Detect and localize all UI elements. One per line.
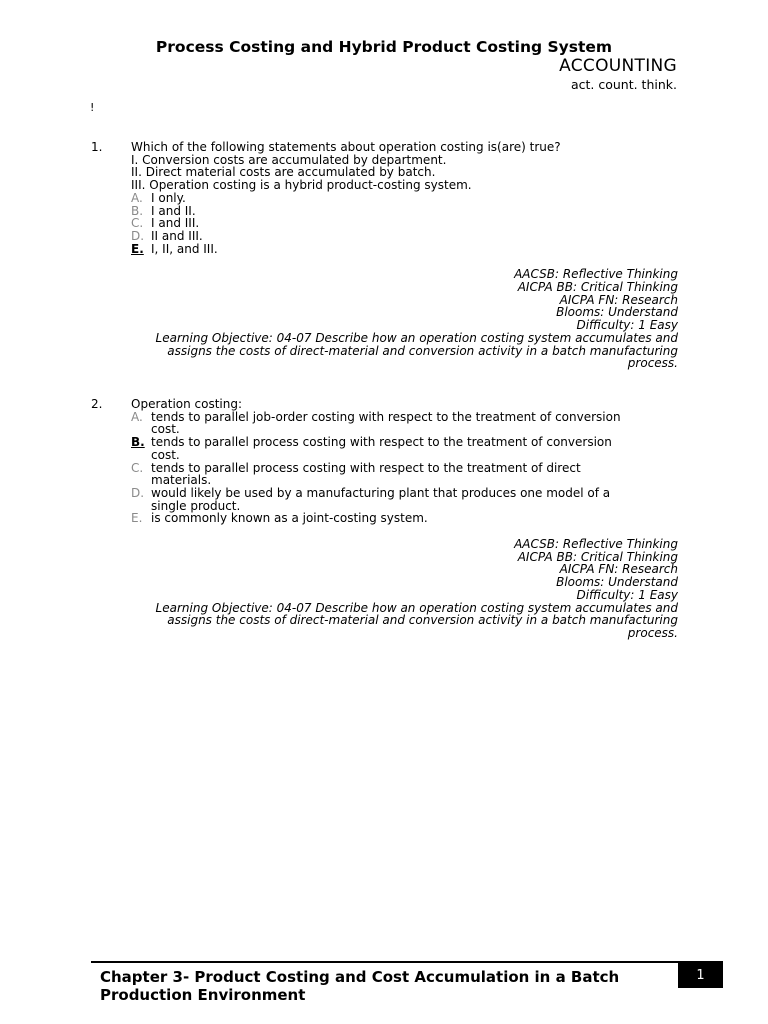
choice-text: I and III. (151, 216, 200, 231)
choice-c (131, 462, 678, 487)
choice-letter: C. (131, 216, 144, 231)
choice-text: tends to parallel process costing with respect to the treatment of conversion cost. (151, 435, 612, 462)
question-metadata (91, 538, 678, 602)
question-1 (91, 141, 678, 370)
learning-objective: Learning Objective: 04-07 Describe how an operation costing system accumulates and assigns the costs of direct-material and conversion activity in a batch manufacturing process. (155, 600, 678, 640)
choice-text: is commonly known as a joint-costing system. (151, 511, 428, 526)
choice-letter: C. (131, 460, 144, 475)
choice-letter: A. (131, 190, 143, 205)
question-number: 2. (91, 397, 103, 411)
footer-chapter-title: Chapter 3- Product Costing and Cost Accumulation in a Batch Production Environment (100, 968, 620, 1004)
correct-choice-letter: B. (131, 435, 145, 450)
brand-tagline: act. count. think. (570, 77, 677, 92)
meta-aacsb: AACSB: Reflective Thinking (514, 267, 678, 282)
choice-letter: D. (131, 485, 145, 500)
choice-letter: A. (131, 409, 143, 424)
meta-difficulty: Difficulty: 1 Easy (576, 318, 678, 333)
choice-a (131, 192, 678, 205)
stem-line: II. Direct material costs are accumulated by batch. (131, 165, 436, 180)
meta-aicpa-fn: AICPA FN: Research (559, 292, 678, 307)
choice-text: tends to parallel process costing with respect to the treatment of direct materials. (151, 460, 581, 488)
choice-text: tends to parallel job-order costing with respect to the treatment of conversion cost. (151, 409, 621, 437)
question-2 (91, 398, 678, 640)
stem-line: Operation costing: (131, 397, 243, 411)
stray-mark: ! (90, 101, 95, 114)
choice-e (131, 243, 678, 256)
question-stem (131, 141, 678, 192)
meta-aicpa-bb: AICPA BB: Critical Thinking (517, 280, 678, 295)
answer-choices (131, 192, 678, 256)
footer-divider (91, 961, 723, 963)
choice-text: I and II. (151, 203, 196, 218)
stem-line: III. Operation costing is a hybrid product-costing system. (131, 178, 472, 193)
meta-difficulty: Difficulty: 1 Easy (576, 587, 678, 602)
brand-name: ACCOUNTING (559, 56, 677, 76)
learning-objective: Learning Objective: 04-07 Describe how an operation costing system accumulates and assigns the costs of direct-material and conversion activity in a batch manufacturing process. (155, 330, 678, 371)
choice-a (131, 411, 678, 436)
meta-aacsb: AACSB: Reflective Thinking (514, 537, 678, 552)
meta-aicpa-fn: AICPA FN: Research (559, 562, 678, 577)
choice-letter: D. (131, 228, 145, 243)
choice-text: II and III. (151, 228, 203, 243)
question-number: 1. (91, 140, 103, 154)
answer-choices (131, 411, 678, 525)
stem-line: I. Conversion costs are accumulated by department. (131, 152, 447, 167)
meta-blooms: Blooms: Understand (556, 575, 678, 590)
meta-aicpa-bb: AICPA BB: Critical Thinking (517, 549, 678, 564)
meta-blooms: Blooms: Understand (556, 305, 678, 320)
choice-letter: E. (131, 511, 143, 526)
correct-choice-letter: E. (131, 241, 144, 256)
choice-e (131, 512, 678, 525)
choice-d (131, 230, 678, 243)
page-number: 1 (678, 963, 723, 988)
choice-letter: B. (131, 203, 144, 218)
choice-d (131, 487, 678, 512)
choice-text: I, II, and III. (151, 241, 218, 256)
choice-b (131, 436, 678, 461)
choice-text: would likely be used by a manufacturing plant that produces one model of a single product. (151, 485, 611, 513)
choice-b (131, 205, 678, 218)
choice-text: I only. (151, 190, 186, 205)
choice-c (131, 217, 678, 230)
question-stem (131, 398, 678, 411)
question-metadata (91, 268, 678, 332)
stem-line: Which of the following statements about operation costing is(are) true? (131, 140, 561, 154)
document-title: Process Costing and Hybrid Product Costing System (155, 38, 613, 56)
